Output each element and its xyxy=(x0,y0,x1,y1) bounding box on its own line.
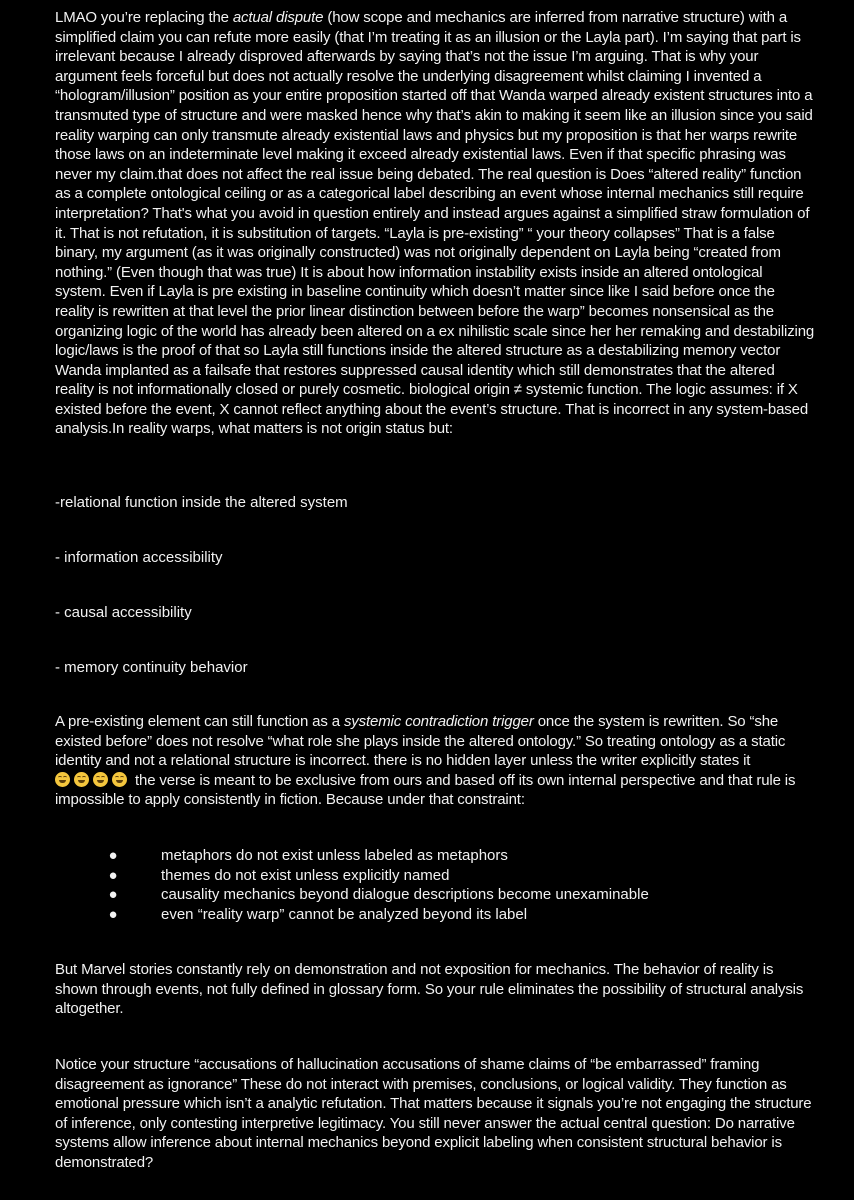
paragraph-notice: Notice your structure “accusations of hallucination accusations of shame claims of “be embarrassed” framing disagreement as ignorance” These do not interact with premises, conclusions, or logical validity. They function as emotional pressure which isn’t a analytic refutation. That matters because it signals you’re not engaging the structure of inference, only contesting interpretive legitimacy. You still never answer the actual central question: Do narrative systems allow inference about internal mechanics beyond explicit labeling when consistent structural behavior is demonstrated? xyxy=(55,1056,812,1171)
laughing-crying-face-icon xyxy=(74,772,89,787)
italic-text: actual dispute xyxy=(232,9,324,26)
laughing-crying-face-icon xyxy=(112,772,127,787)
text-run: A pre-existing element can still function as a xyxy=(55,713,344,730)
bullet-icon: ● xyxy=(108,905,118,923)
bullet-icon: ● xyxy=(108,886,118,904)
bullet-icon: ● xyxy=(108,866,118,884)
bullet-text: causality mechanics beyond dialogue descriptions become unexaminable xyxy=(161,886,649,904)
paragraph-intro xyxy=(55,8,815,439)
list-item: -relational function inside the altered system xyxy=(55,494,348,511)
emoji-group xyxy=(55,772,131,789)
bullet-text: even “reality warp” cannot be analyzed beyond its label xyxy=(161,905,528,923)
laughing-crying-face-icon xyxy=(93,772,108,787)
text-run: the verse is meant to be exclusive from ours and based off its own internal perspective and that rule is impossible to apply consistently in fiction. Because under that constraint: xyxy=(55,771,796,809)
text-run: LMAO you’re replacing the xyxy=(55,9,233,26)
bullet-text: metaphors do not exist unless labeled as metaphors xyxy=(161,847,508,864)
bullet-icon: ● xyxy=(108,847,118,864)
list-item: - memory continuity behavior xyxy=(55,659,248,676)
text-run: (how scope and mechanics are inferred from narrative structure) with a simplified claim you can refute more easily (that I’m treating it as an illusion or the Layla part). I’m saying that part is irrelevant because I already disproved afterwards by saying that’s not the issue I’m arguing. That is why your argument feels forceful but does not actually resolve the underlying disagreement whilst claiming I invented a “hologram/illusion” position as your entire proposition started off that Wanda warped already existent structures into a transmuted type of structure and were masked hence why that’s akin to making it seem like an illusion since you said reality warping can only transmute already existential laws and physics but my proposition is that her warps rewrite those laws on an indeterminate level making it exceed already existential laws. Even if that specific phrasing was never my claim.that does not affect the real issue being debated. The real question is Does “altered reality” function as a complete ontological ceiling or as a categorical label describing an event whose internal mechanics still require interpretation? That's what you avoid in question entirely and instead argues against a simplified straw formulation of it. That is not refutation, it is substitution of targets. “Layla is pre-existing” “ your theory collapses” That is a false binary, my argument (as it was originally constructed) was not originally dependent on Layla being “created from nothing.” (Even though that was true) It is about how information instability exists inside an altered ontological system. Even if Layla is pre existing in baseline continuity which doesn’t matter since like I said before once the reality is rewritten at that level the prior linear distinction between before the warp” becomes nonsensical as the organizing logic of the world has already been altered on a ex nihilistic scale since her her remaking and destabilizing logic/laws is the proof of that so Layla still functions inside the altered structure as a destabilizing memory vector Wanda implanted as a failsafe that restores suppressed causal identity which still demonstrates that the altered reality is not informationally closed or purely cosmetic. biological origin ≠ systemic function. The logic assumes: if X existed before the event, X cannot reflect anything about the event’s structure. That is incorrect in any system-based analysis.In reality warps, what matters is not origin status but: xyxy=(55,9,815,438)
text-run: once the system is rewritten. So “she existed before” does not resolve “what role she plays inside the altered ontology.” So treating ontology as a static identity and not a relational structure is incorrect. there is no hidden layer unless the writer explicitly states it xyxy=(55,713,786,770)
paragraph-marvel: But Marvel stories constantly rely on demonstration and not exposition for mechanics. The behavior of reality is shown through events, not fully defined in glossary form. So your rule eliminates the possibility of structural analysis altogether. xyxy=(55,961,804,1018)
list-item: - information accessibility xyxy=(55,549,223,566)
laughing-crying-face-icon xyxy=(55,772,70,787)
bullet-text: themes do not exist unless explicitly named xyxy=(161,866,450,884)
paragraph-contradiction xyxy=(55,712,815,810)
italic-text: systemic contradiction trigger xyxy=(343,713,534,730)
list-item: - causal accessibility xyxy=(55,604,192,621)
